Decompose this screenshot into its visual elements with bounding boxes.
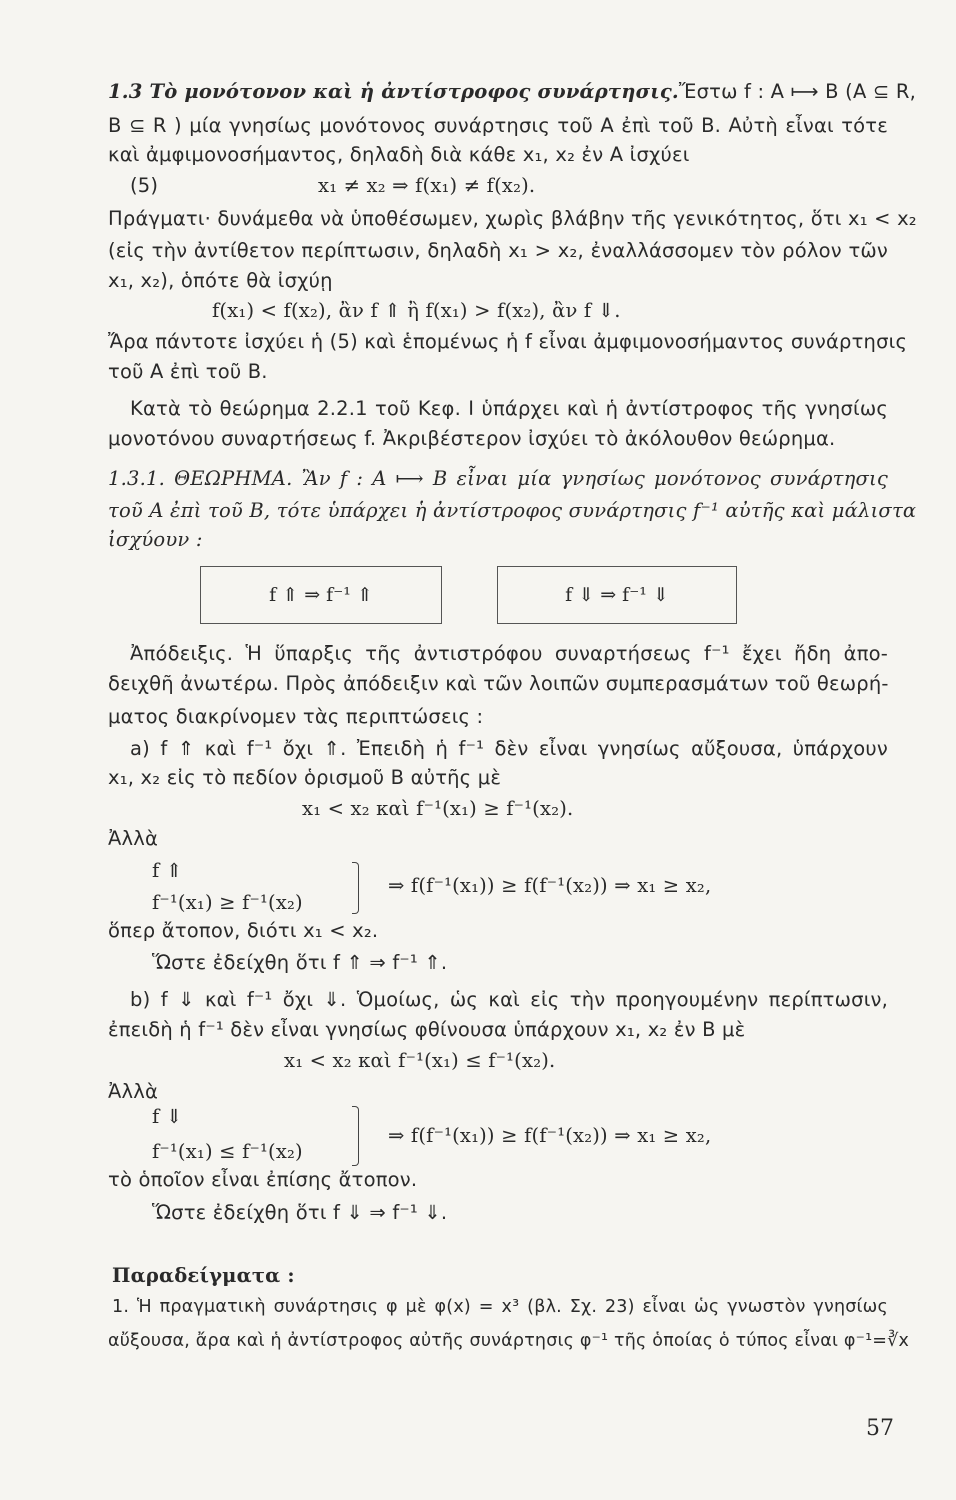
theorem-box-decreasing: f ⇓ ⇒ f⁻¹ ⇓ (497, 566, 737, 624)
line-26: ὅπερ ἄτοπον, διότι x₁ < x₂. (108, 919, 379, 942)
line-27: Ὥστε ἐδείχθη ὅτι f ⇑ ⇒ f⁻¹ ⇑. (152, 951, 448, 974)
line-32: f ⇓ (152, 1105, 183, 1128)
line-29: ἐπειδὴ ἡ f⁻¹ δὲν εἶναι γνησίως φθίνουσα ὑπάρχουν x₁, x₂ ἐν B μὲ (108, 1018, 746, 1041)
line-22: Ἀλλὰ (108, 827, 159, 850)
line-15: ἰσχύουν : (108, 528, 203, 551)
formula-case-b: x₁ < x₂ καὶ f⁻¹(x₁) ≤ f⁻¹(x₂). (284, 1049, 556, 1072)
line-20: x₁, x₂ εἰς τὸ πεδίον ὁρισμοῦ B αὐτῆς μὲ (108, 766, 502, 789)
line-36: Ὥστε ἐδείχθη ὅτι f ⇓ ⇒ f⁻¹ ⇓. (152, 1201, 448, 1224)
theorem-box-increasing: f ⇑ ⇒ f⁻¹ ⇑ (200, 566, 442, 624)
proof-line-2: δειχθῆ ἀνωτέρω. Πρὸς ἀπόδειξιν καὶ τῶν λοιπῶν συμπερασμάτων τοῦ θεωρή- (108, 672, 889, 695)
formula-monotone: f(x₁) < f(x₂), ἂν f ⇑ ἢ f(x₁) > f(x₂), ἂν f ⇓. (212, 299, 621, 322)
equation-5: x₁ ≠ x₂ ⇒ f(x₁) ≠ f(x₂). (318, 174, 536, 197)
line-2: B ⊆ R ) μία γνησίως μονότονος συνάρτησις τοῦ A ἐπὶ τοῦ B. Αὐτὴ εἶναι τότε (108, 114, 888, 137)
implication-a: ⇒ f(f⁻¹(x₁)) ≥ f(f⁻¹(x₂)) ⇒ x₁ ≥ x₂, (388, 874, 712, 897)
proof-line-3: ματος διακρίνομεν τὰς περιπτώσεις : (108, 705, 484, 728)
section-title: 1.3 Τὸ μονότονον καὶ ἡ ἀντίστροφος συνάρτησις. (108, 80, 679, 103)
line-9: Ἄρα πάντοτε ἰσχύει ἡ (5) καὶ ἑπομένως ἡ f εἶναι ἀμφιμονοσήμαντος συνάρτησις (108, 330, 908, 353)
line-11: Κατὰ τὸ θεώρημα 2.2.1 τοῦ Κεφ. Ι ὑπάρχει καὶ ἡ ἀντίστροφος τῆς γνησίως (130, 397, 888, 420)
line-25: f⁻¹(x₁) ≥ f⁻¹(x₂) (152, 891, 303, 914)
line-3: καὶ ἀμφιμονοσήμαντος, δηλαδὴ διὰ κάθε x₁, x₂ ἐν A ἰσχύει (108, 143, 690, 166)
line-6: (εἰς τὴν ἀντίθετον περίπτωσιν, δηλαδὴ x₁ > x₂, ἐναλλάσσομεν τὸν ρόλον τῶν (108, 239, 888, 262)
formula-case-a: x₁ < x₂ καὶ f⁻¹(x₁) ≥ f⁻¹(x₂). (302, 797, 574, 820)
proof-line-1: Ἀπόδειξις. Ἡ ὕπαρξις τῆς ἀντιστρόφου συναρτήσεως f⁻¹ ἔχει ἤδη ἀπο- (130, 642, 888, 665)
line-7: x₁, x₂), ὁπότε θὰ ἰσχύῃ (108, 269, 333, 292)
brace-b (352, 1106, 359, 1166)
line-10: τοῦ A ἐπὶ τοῦ B. (108, 360, 268, 383)
line-34: f⁻¹(x₁) ≤ f⁻¹(x₂) (152, 1140, 303, 1163)
case-a-line: a) f ⇑ καὶ f⁻¹ ὄχι ⇑. Ἐπειδὴ ἡ f⁻¹ δὲν εἶναι γνησίως αὔξουσα, ὑπάρχουν (130, 737, 888, 760)
theorem-heading: 1.3.1. ΘΕΩΡΗΜΑ. Ἂν f : A ⟼ B εἶναι μία γνησίως μονότονος συνάρτησις (108, 467, 888, 490)
line-12: μονοτόνου συναρτήσεως f. Ἀκριβέστερον ἰσχύει τὸ ἀκόλουθον θεώρημα. (108, 427, 836, 450)
equation-label: (5) (130, 174, 159, 197)
page-number: 57 (866, 1416, 894, 1441)
example-1-line-1: 1. Ἡ πραγματικὴ συνάρτησις φ μὲ φ(x) = x³ (βλ. Σχ. 23) εἶναι ὡς γνωστὸν γνησίως (112, 1297, 888, 1317)
line-35: τὸ ὁποῖον εἶναι ἐπίσης ἄτοπον. (108, 1168, 418, 1191)
line-1: 1.3 Τὸ μονότονον καὶ ἡ ἀντίστροφος συνάρτησις.Ἔστω f : A ⟼ B (A ⊆ R, (108, 80, 916, 103)
example-1-line-2: αὔξουσα, ἄρα καὶ ἡ ἀντίστροφος αὐτῆς συνάρτησις φ⁻¹ τῆς ὁποίας ὁ τύπος εἶναι φ⁻¹=∛x (108, 1331, 910, 1351)
implication-b: ⇒ f(f⁻¹(x₁)) ≥ f(f⁻¹(x₂)) ⇒ x₁ ≥ x₂, (388, 1124, 712, 1147)
line-31: Ἀλλὰ (108, 1080, 159, 1103)
line-23: f ⇑ (152, 859, 183, 882)
line-5: Πράγματι· δυνάμεθα νὰ ὑποθέσωμεν, χωρὶς βλάβην τῆς γενικότητος, ὅτι x₁ < x₂ (108, 207, 917, 230)
case-b-line: b) f ⇓ καὶ f⁻¹ ὄχι ⇓. Ὁμοίως, ὡς καὶ εἰς τὴν προηγουμένην περίπτωσιν, (130, 988, 888, 1011)
brace-a (352, 862, 359, 914)
examples-heading: Παραδείγματα : (112, 1264, 295, 1287)
line-14: τοῦ A ἐπὶ τοῦ B, τότε ὑπάρχει ἡ ἀντίστροφος συνάρτησις f⁻¹ αὐτῆς καὶ μάλιστα (108, 499, 917, 522)
